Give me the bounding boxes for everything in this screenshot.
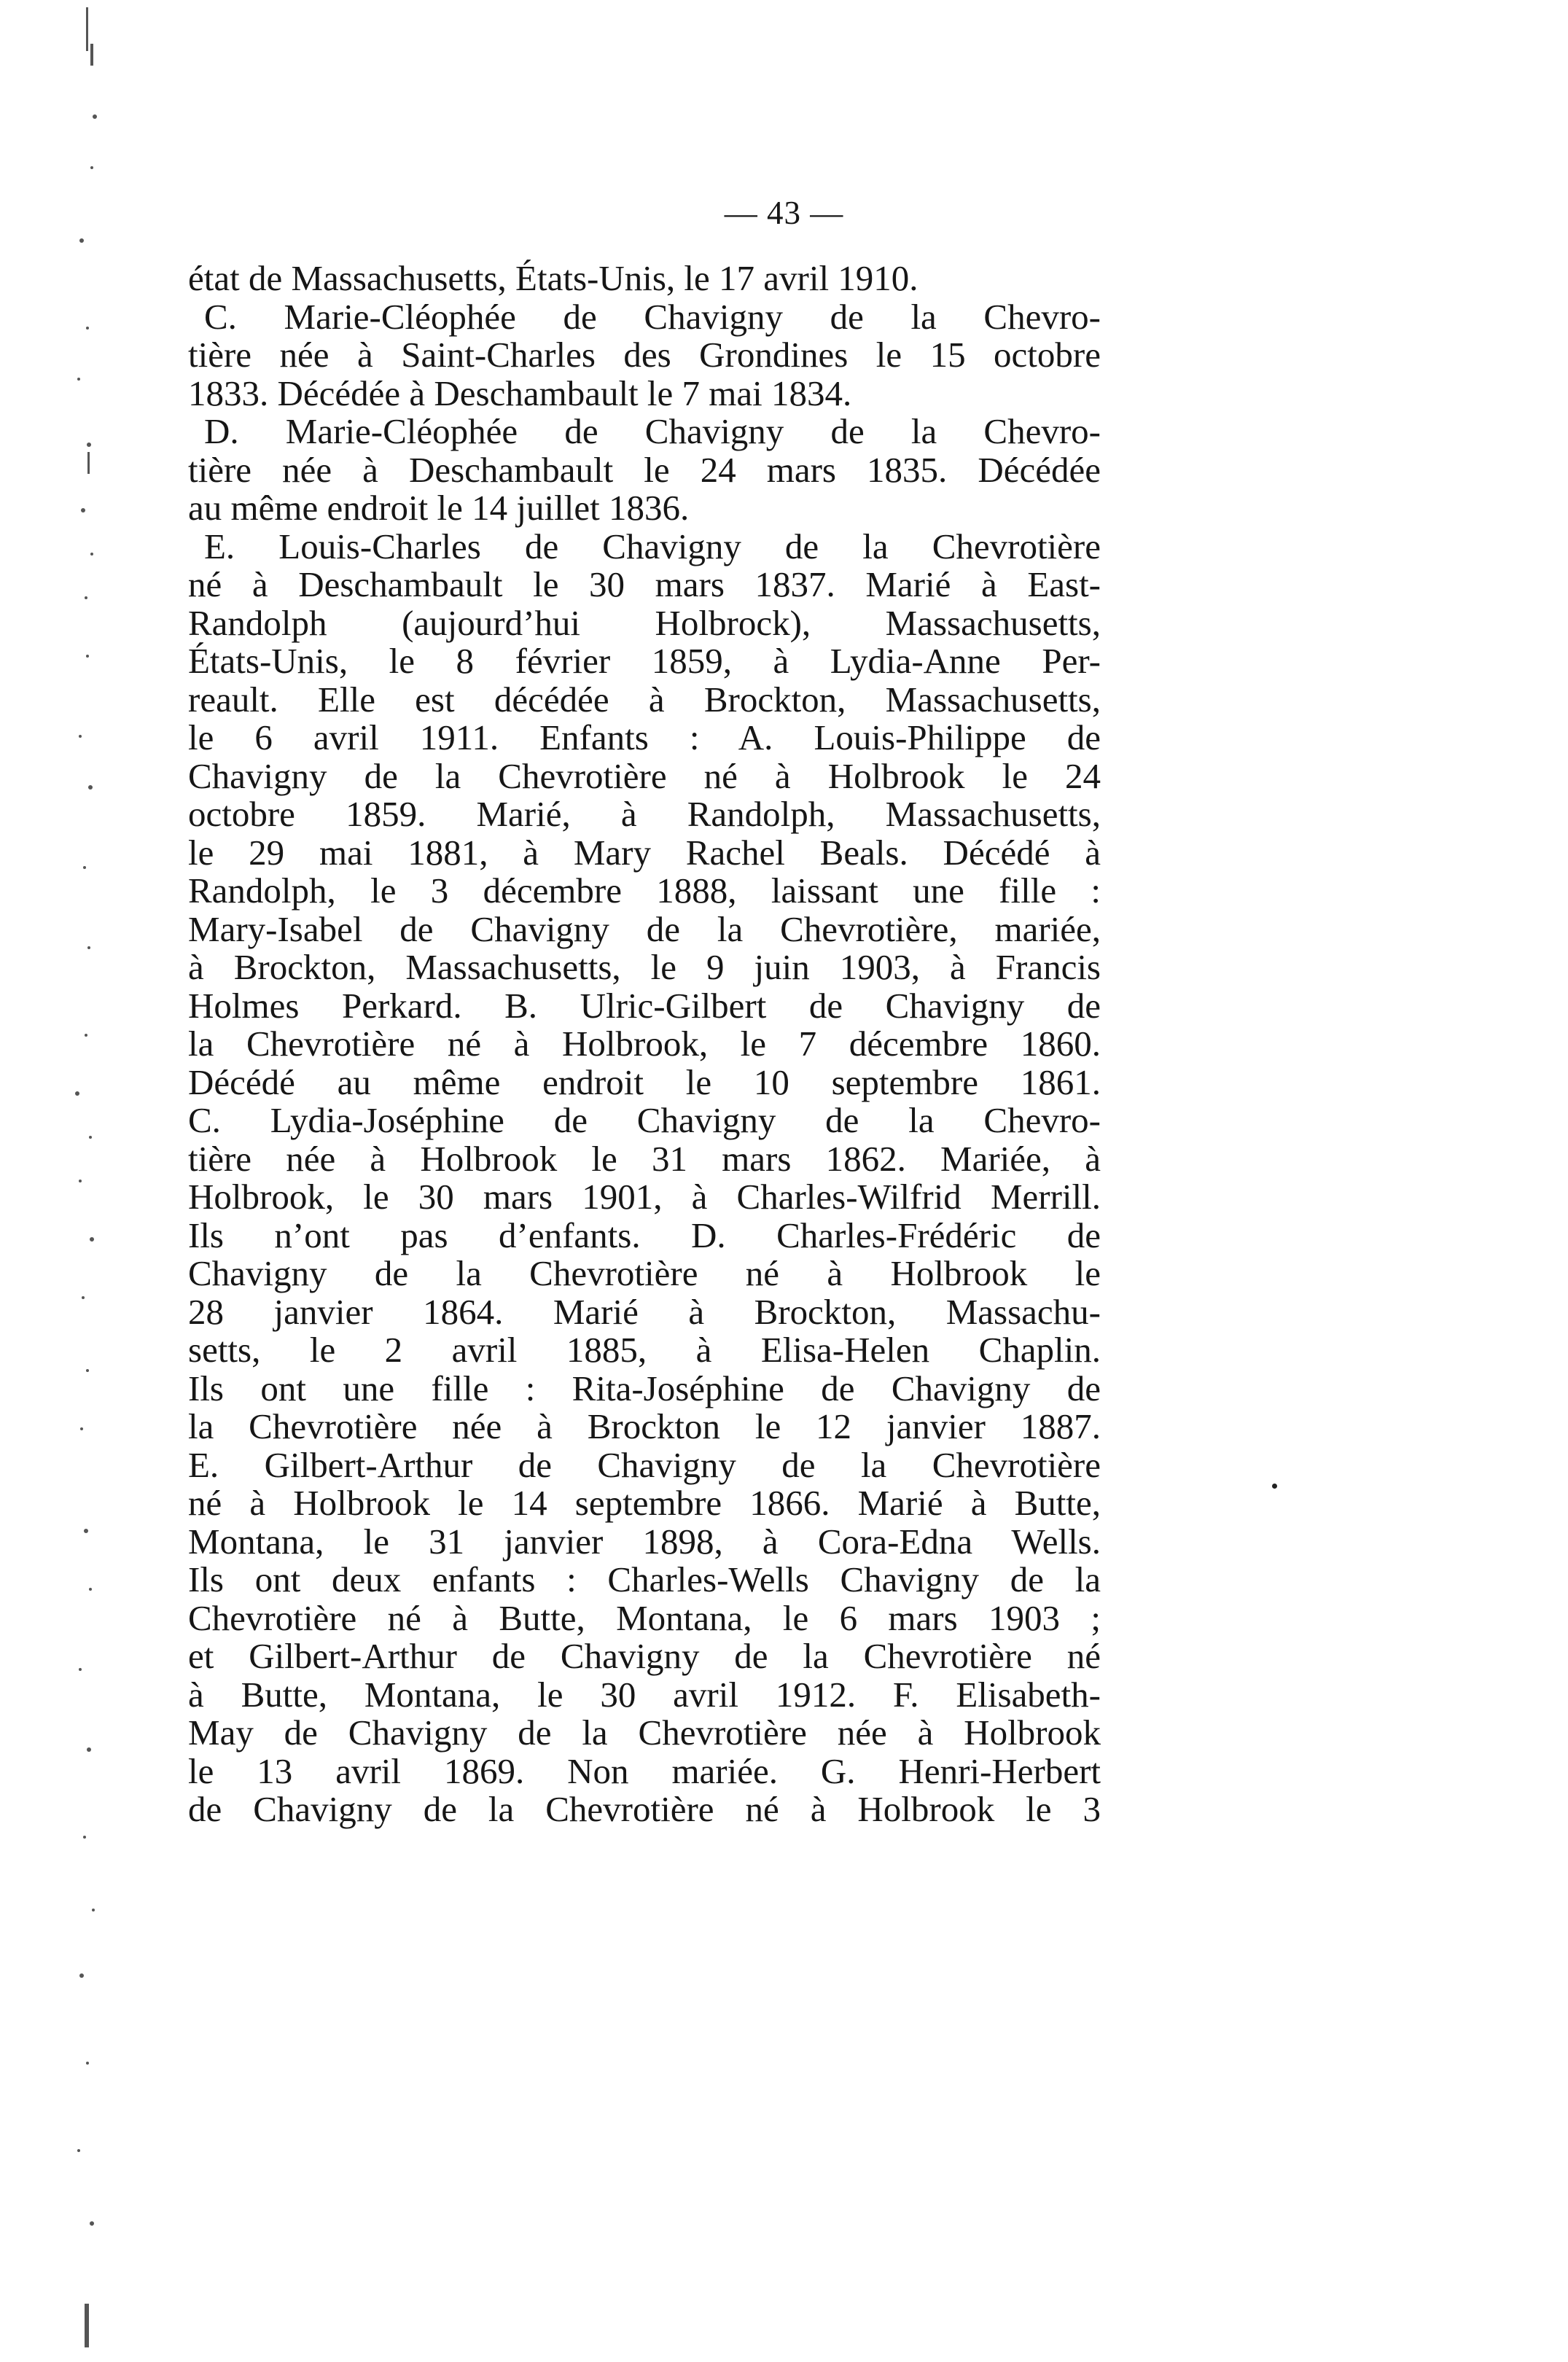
text-line: E. Louis-Charles de Chavigny de la Chevrotière bbox=[204, 526, 1101, 566]
text-line: à Brockton, Massachusetts, le 9 juin 1903, à Francis bbox=[188, 947, 1101, 987]
text-line: tière née à Saint-Charles des Grondines le 15 octobre bbox=[188, 335, 1101, 375]
text-line: au même endroit le 14 juillet 1836. bbox=[188, 488, 690, 528]
text-line: reault. Elle est décédée à Brockton, Massachusetts, bbox=[188, 679, 1101, 720]
binding-edge-specks bbox=[29, 0, 131, 2362]
text-line: de Chavigny de la Chevrotière né à Holbrook le 3 bbox=[188, 1789, 1101, 1829]
text-line: Holmes Perkard. B. Ulric-Gilbert de Chavigny de bbox=[188, 985, 1101, 1026]
text-line: et Gilbert-Arthur de Chavigny de la Chevrotière né bbox=[188, 1636, 1101, 1676]
text-line: octobre 1859. Marié, à Randolph, Massachusetts, bbox=[188, 794, 1101, 834]
text-line: Mary-Isabel de Chavigny de la Chevrotière, mariée, bbox=[188, 908, 1101, 949]
text-line: C. Marie-Cléophée de Chavigny de la Chevro- bbox=[204, 296, 1101, 337]
text-line: Montana, le 31 janvier 1898, à Cora-Edna Wells. bbox=[188, 1521, 1101, 1562]
text-line: Chavigny de la Chevrotière né à Holbrook le bbox=[188, 1253, 1101, 1293]
text-line: le 29 mai 1881, à Mary Rachel Beals. Décédé à bbox=[188, 832, 1101, 873]
text-line: le 13 avril 1869. Non mariée. G. Henri-Herbert bbox=[188, 1750, 1101, 1791]
text-line: la Chevrotière née à Brockton le 12 janvier 1887. bbox=[188, 1406, 1101, 1446]
text-line: C. Lydia-Joséphine de Chavigny de la Chevro- bbox=[188, 1100, 1101, 1140]
body-text bbox=[188, 260, 1101, 1829]
text-line: D. Marie-Cléophée de Chavigny de la Chevro- bbox=[204, 411, 1101, 451]
text-line: tière née à Holbrook le 31 mars 1862. Mariée, à bbox=[188, 1138, 1101, 1179]
text-line: Chevrotière né à Butte, Montana, le 6 mars 1903 ; bbox=[188, 1597, 1101, 1638]
text-line: né à Holbrook le 14 septembre 1866. Marié à Butte, bbox=[188, 1483, 1101, 1523]
page-number: — 43 — bbox=[724, 195, 844, 231]
text-line: May de Chavigny de la Chevrotière née à Holbrook bbox=[188, 1712, 1101, 1753]
text-line: 1833. Décédée à Deschambault le 7 mai 1834. bbox=[188, 373, 852, 413]
text-line: la Chevrotière né à Holbrook, le 7 décembre 1860. bbox=[188, 1024, 1101, 1064]
text-line: 28 janvier 1864. Marié à Brockton, Massachu- bbox=[188, 1291, 1101, 1332]
text-line: Décédé au même endroit le 10 septembre 1861. bbox=[188, 1061, 1101, 1102]
text-line: setts, le 2 avril 1885, à Elisa-Helen Chaplin. bbox=[188, 1330, 1101, 1370]
text-line: à Butte, Montana, le 30 avril 1912. F. Elisabeth- bbox=[188, 1674, 1101, 1715]
text-line: Randolph, le 3 décembre 1888, laissant une fille : bbox=[188, 870, 1101, 911]
text-line: né à Deschambault le 30 mars 1837. Marié à East- bbox=[188, 564, 1101, 604]
text-line: Randolph (aujourd’hui Holbrock), Massachusetts, bbox=[188, 602, 1101, 643]
ink-speck bbox=[1272, 1484, 1277, 1489]
text-line: Ils n’ont pas d’enfants. D. Charles-Frédéric de bbox=[188, 1215, 1101, 1255]
text-line: le 6 avril 1911. Enfants : A. Louis-Philippe de bbox=[188, 717, 1101, 757]
text-line: Chavigny de la Chevrotière né à Holbrook le 24 bbox=[188, 755, 1101, 796]
text-line: état de Massachusetts, États-Unis, le 17 avril 1910. bbox=[188, 258, 918, 298]
text-line: États-Unis, le 8 février 1859, à Lydia-Anne Per- bbox=[188, 641, 1101, 681]
text-line: Holbrook, le 30 mars 1901, à Charles-Wilfrid Merrill. bbox=[188, 1177, 1101, 1217]
text-line: Ils ont une fille : Rita-Joséphine de Chavigny de bbox=[188, 1368, 1101, 1408]
text-line: Ils ont deux enfants : Charles-Wells Chavigny de la bbox=[188, 1559, 1101, 1599]
text-line: tière née à Deschambault le 24 mars 1835. Décédée bbox=[188, 449, 1101, 490]
text-line: E. Gilbert-Arthur de Chavigny de la Chevrotière bbox=[188, 1444, 1101, 1485]
